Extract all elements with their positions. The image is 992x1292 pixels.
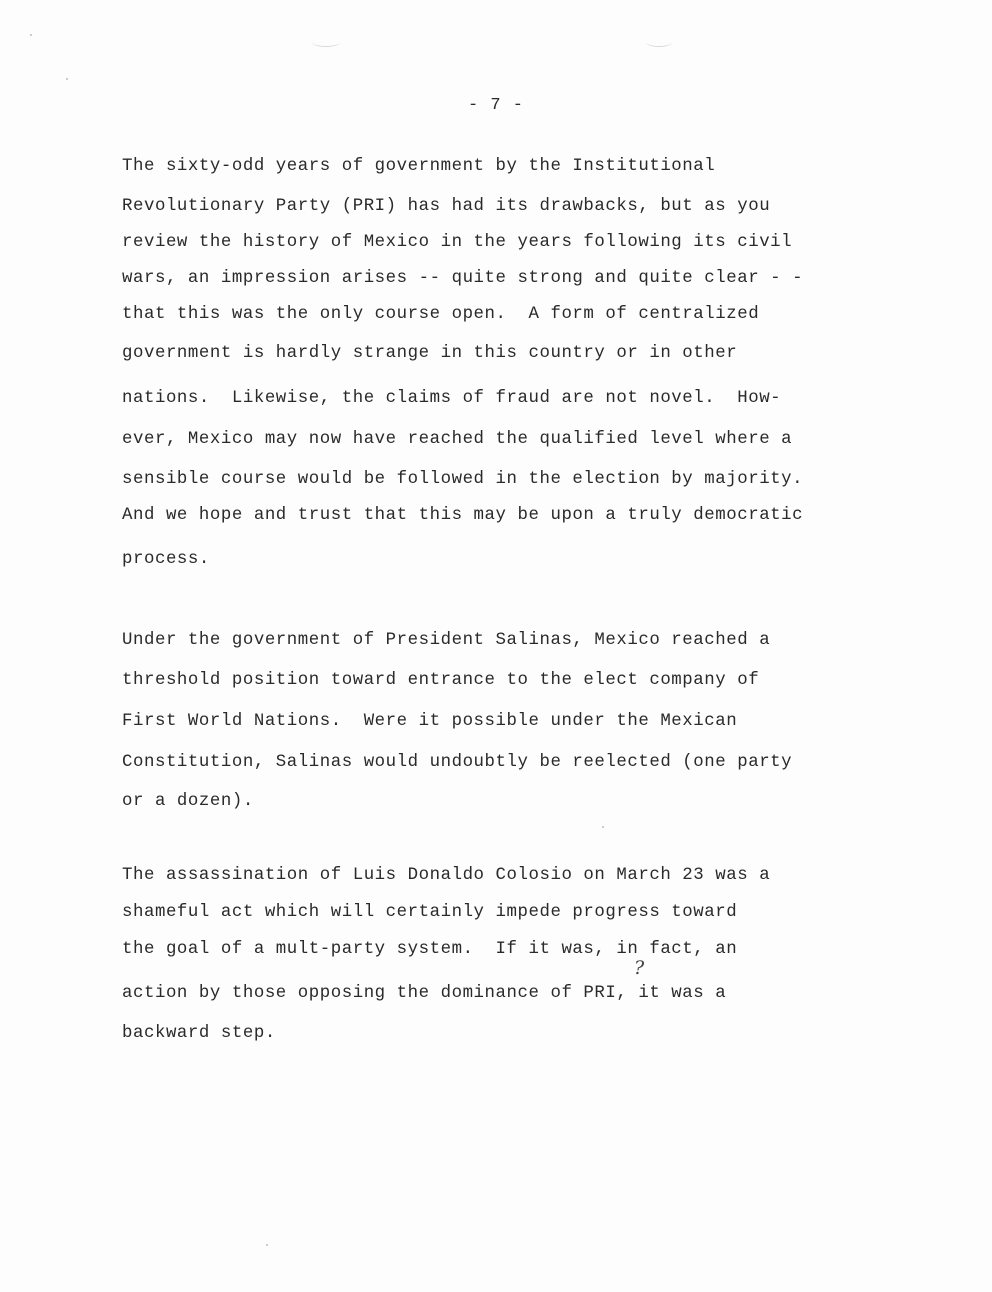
text-line: the goal of a mult-party system. If it was, in fact, an (122, 940, 738, 959)
text-line: shameful act which will certainly impede progress toward (122, 903, 738, 922)
scan-speck (602, 826, 604, 828)
text-line: action by those opposing the dominance of PRI, it was a (122, 984, 727, 1003)
text-line: threshold position toward entrance to the elect company of (122, 671, 760, 690)
scan-mark (646, 38, 672, 47)
text-line: ever, Mexico may now have reached the qualified level where a (122, 430, 793, 449)
handwritten-question-mark: ? (634, 957, 645, 979)
text-line: Revolutionary Party (PRI) has had its drawbacks, but as you (122, 197, 771, 216)
text-line: The sixty-odd years of government by the Institutional (122, 157, 716, 176)
text-line: And we hope and trust that this may be upon a truly democratic (122, 506, 804, 525)
text-line: review the history of Mexico in the years following its civil (122, 233, 793, 252)
text-line: government is hardly strange in this country or in other (122, 344, 738, 363)
text-line: nations. Likewise, the claims of fraud are not novel. How- (122, 389, 782, 408)
scan-speck (30, 34, 32, 36)
text-line: Under the government of President Salinas, Mexico reached a (122, 631, 771, 650)
scan-mark (312, 38, 340, 47)
text-line: process. (122, 550, 210, 569)
scan-speck (66, 78, 68, 80)
scan-speck (266, 1244, 268, 1246)
text-line: wars, an impression arises -- quite strong and quite clear - - (122, 269, 804, 288)
text-line: backward step. (122, 1024, 276, 1043)
page-number: - 7 - (467, 96, 524, 115)
text-line: that this was the only course open. A form of centralized (122, 305, 760, 324)
text-line: The assassination of Luis Donaldo Colosio on March 23 was a (122, 866, 771, 885)
text-line: or a dozen). (122, 792, 254, 811)
text-line: sensible course would be followed in the election by majority. (122, 470, 804, 489)
text-line: Constitution, Salinas would undoubtly be reelected (one party (122, 753, 793, 772)
text-line: First World Nations. Were it possible under the Mexican (122, 712, 738, 731)
